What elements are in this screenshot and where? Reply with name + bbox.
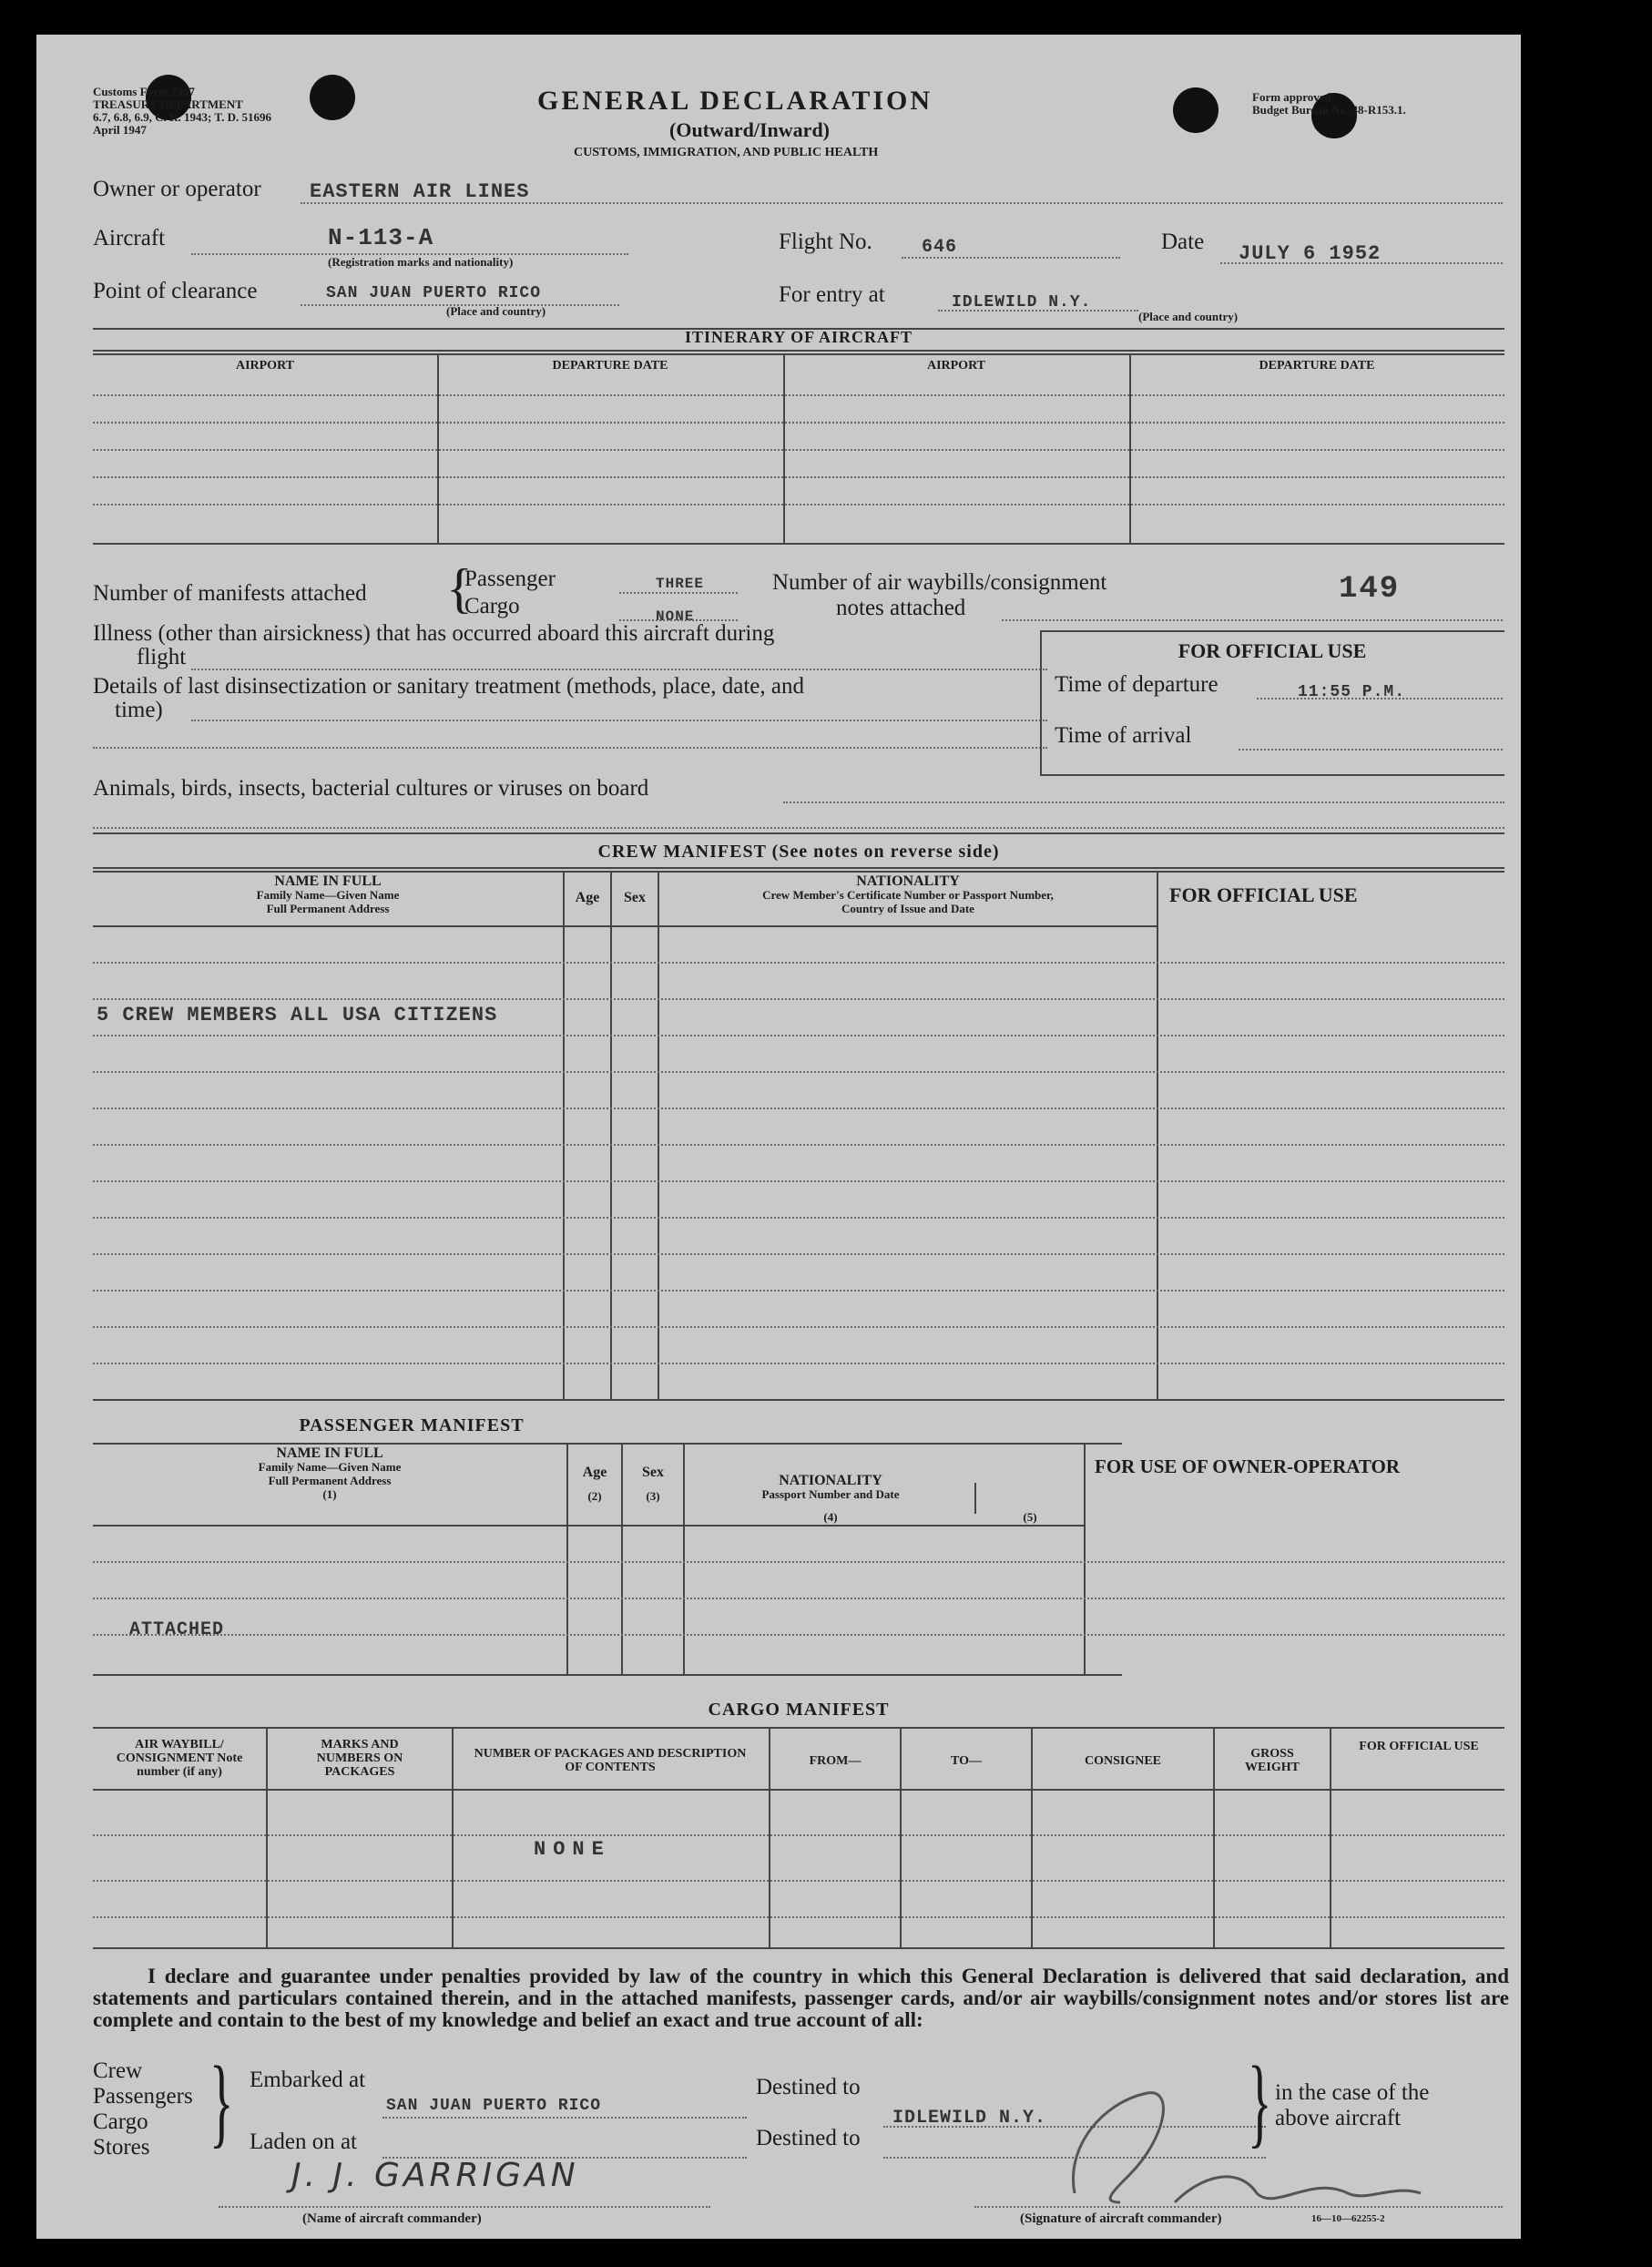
- pass-col-name: NAME IN FULL Family Name—Given Name Full Permanent Address (1): [258, 1445, 402, 1501]
- crew-title: CREW MANIFEST (See notes on reverse side): [597, 842, 1000, 862]
- case-brace: }: [1248, 2046, 1272, 2157]
- crew-col-official: FOR OFFICIAL USE: [1169, 883, 1358, 906]
- form-title: GENERAL DECLARATION: [537, 86, 933, 116]
- cargo-col-marks: MARKS AND NUMBERS ON PACKAGES: [316, 1738, 403, 1779]
- commander-caption: (Name of aircraft commander): [302, 2211, 482, 2226]
- entry-value: IDLEWILD N.Y.: [952, 293, 1092, 311]
- form-approval: Form approved Budget Bureau No. 48-R153.1.: [1252, 90, 1406, 117]
- animals-label: Animals, birds, insects, bacterial cultures or viruses on board: [93, 776, 649, 801]
- pass-col-age: Age (2): [582, 1465, 607, 1503]
- manifests-label: Number of manifests attached: [93, 581, 367, 606]
- itinerary-title: ITINERARY OF AIRCRAFT: [684, 328, 913, 346]
- pass-col-nationality: NATIONALITY Passport Number and Date (4): [761, 1473, 900, 1524]
- disinsect-label-2: time): [115, 698, 163, 722]
- flight-value: 646: [922, 237, 958, 258]
- brace: {: [446, 558, 473, 618]
- waybills-label: Number of air waybills/consignment: [772, 570, 1107, 595]
- date-value: JULY 6 1952: [1239, 242, 1382, 265]
- cargo-label: Cargo: [464, 594, 520, 618]
- entry-note: (Place and country): [1138, 310, 1239, 323]
- official-use-title: FOR OFFICIAL USE: [1178, 639, 1367, 662]
- aircraft-value: N-113-A: [328, 224, 434, 251]
- cargo-col-to: TO—: [951, 1754, 982, 1768]
- aircraft-label: Aircraft: [93, 226, 166, 250]
- print-code: 16—10—62255-2: [1311, 2213, 1385, 2224]
- case-text: in the case of the above aircraft: [1275, 2080, 1430, 2130]
- departure-time-value: 11:55 P.M.: [1298, 683, 1406, 701]
- declaration-form: [36, 35, 1521, 2239]
- itin-col-airport-2: AIRPORT: [926, 359, 986, 373]
- cargo-entry: NONE: [534, 1838, 611, 1861]
- waybills-count: 149: [1339, 572, 1401, 607]
- cargo-col-weight: GROSS WEIGHT: [1245, 1747, 1300, 1774]
- flight-label: Flight No.: [779, 230, 872, 254]
- embarked-label: Embarked at: [250, 2068, 366, 2092]
- crew-col-age: Age: [575, 890, 600, 905]
- items-brace: }: [209, 2046, 234, 2157]
- crew-entry: 5 CREW MEMBERS ALL USA CITIZENS: [97, 1004, 498, 1026]
- aircraft-note: (Registration marks and nationality): [328, 255, 514, 269]
- illness-label-2: flight: [137, 645, 187, 669]
- destined-label-1: Destined to: [756, 2075, 861, 2099]
- cargo-col-waybill: AIR WAYBILL/ CONSIGNMENT Note number (if any): [116, 1738, 243, 1779]
- signature-caption: (Signature of aircraft commander): [1020, 2211, 1222, 2226]
- departure-time-label: Time of departure: [1055, 672, 1219, 697]
- cargo-col-packages: NUMBER OF PACKAGES AND DESCRIPTION OF CONTENTS: [474, 1747, 747, 1774]
- declaration-text: I declare and guarantee under penalties provided by law of the country in which this General Declaration is delivered that said declaration, and statements and particulars contained therein, and in the attached manifests, passenger cards, and/or air waybills/consignment notes and/or stores list are complete and contain to the best of my knowledge and belief an exact and true account of all:: [93, 1965, 1509, 2031]
- cargo-col-consignee: CONSIGNEE: [1084, 1754, 1162, 1768]
- clearance-value: SAN JUAN PUERTO RICO: [326, 284, 542, 302]
- destined-value: IDLEWILD N.Y.: [892, 2108, 1047, 2129]
- embarked-value: SAN JUAN PUERTO RICO: [386, 2097, 602, 2115]
- date-label: Date: [1161, 230, 1205, 254]
- cargo-col-from: FROM—: [809, 1754, 862, 1768]
- clearance-label: Point of clearance: [93, 279, 258, 303]
- owner-label: Owner or operator: [93, 177, 261, 201]
- cargo-col-official: FOR OFFICIAL USE: [1359, 1740, 1479, 1753]
- commander-name: J. J. GARRIGAN: [291, 2157, 579, 2194]
- cargo-title: CARGO MANIFEST: [708, 1700, 890, 1720]
- pass-col-5: (5): [1023, 1510, 1037, 1524]
- crew-col-nationality: NATIONALITY Crew Member's Certificate Number or Passport Number, Country of Issue and Date: [762, 873, 1054, 915]
- form-id: Customs Form 7507 TREASURY DEPARTMENT 6.7, 6.8, 6.9, C. R. 1943; T. D. 51696 April 1947: [93, 85, 271, 137]
- destined-label-2: Destined to: [756, 2126, 861, 2150]
- declaration-items: Crew Passengers Cargo Stores: [93, 2058, 193, 2160]
- itin-col-date-2: DEPARTURE DATE: [1259, 359, 1375, 373]
- passenger-label: Passenger: [464, 567, 556, 591]
- laden-label: Laden on at: [250, 2129, 358, 2154]
- crew-col-name: NAME IN FULL Family Name—Given Name Full Permanent Address: [256, 873, 400, 915]
- entry-label: For entry at: [779, 282, 885, 307]
- signature-mark: [965, 2066, 1439, 2216]
- illness-label: Illness (other than airsickness) that has occurred aboard this aircraft during: [93, 621, 775, 646]
- itin-col-date-1: DEPARTURE DATE: [552, 359, 668, 373]
- cargo-count: NONE: [656, 608, 695, 625]
- punch-hole: [1173, 87, 1219, 133]
- clearance-note: (Place and country): [446, 304, 546, 318]
- form-subtitle-2: CUSTOMS, IMMIGRATION, AND PUBLIC HEALTH: [574, 146, 879, 159]
- passenger-title: PASSENGER MANIFEST: [299, 1415, 525, 1435]
- itin-col-airport-1: AIRPORT: [235, 359, 295, 373]
- pass-col-owner: FOR USE OF OWNER-OPERATOR: [1095, 1455, 1401, 1477]
- crew-col-sex: Sex: [624, 890, 646, 905]
- form-subtitle: (Outward/Inward): [669, 118, 831, 141]
- disinsect-label: Details of last disinsectization or sanitary treatment (methods, place, date, and: [93, 674, 804, 699]
- owner-value: EASTERN AIR LINES: [310, 180, 530, 203]
- passenger-count: THREE: [656, 576, 705, 592]
- passenger-entry: ATTACHED: [129, 1619, 225, 1640]
- waybills-label-2: notes attached: [836, 596, 966, 620]
- arrival-time-label: Time of arrival: [1055, 723, 1192, 748]
- pass-col-sex: Sex (3): [642, 1465, 664, 1503]
- punch-hole: [310, 75, 355, 120]
